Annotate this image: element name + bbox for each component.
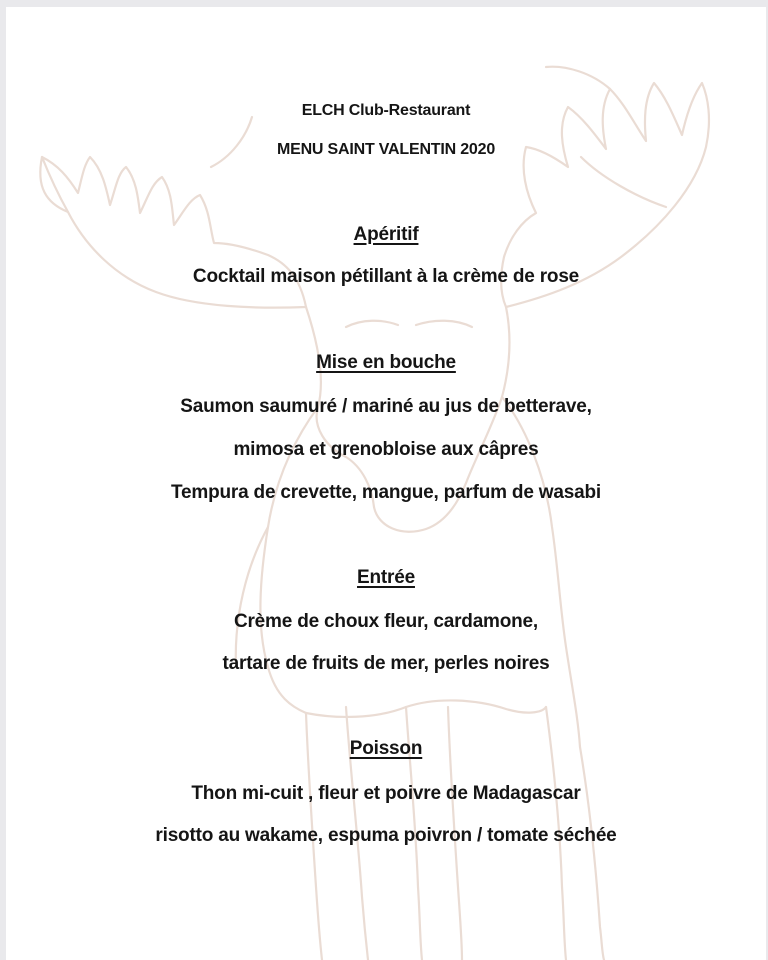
- section-title-poisson: Poisson: [349, 738, 423, 759]
- menu-page: [6, 7, 766, 960]
- dish-line: Tempura de crevette, mangue, parfum de wasabi: [171, 482, 601, 503]
- dish-line: Thon mi-cuit , fleur et poivre de Madagascar: [191, 783, 581, 804]
- section-title-aperitif: Apéritif: [353, 224, 419, 245]
- section-title-mise-en-bouche: Mise en bouche: [316, 352, 456, 373]
- section-title-entree: Entrée: [357, 567, 415, 588]
- dish-line: risotto au wakame, espuma poivron / tomate séchée: [155, 825, 617, 846]
- menu-title: MENU SAINT VALENTIN 2020: [276, 141, 496, 158]
- dish-line: tartare de fruits de mer, perles noires: [222, 653, 550, 674]
- restaurant-name: ELCH Club-Restaurant: [301, 102, 471, 119]
- dish-line: mimosa et grenobloise aux câpres: [233, 439, 539, 460]
- dish-line: Crème de choux fleur, cardamone,: [233, 611, 539, 632]
- dish-line: Saumon saumuré / mariné au jus de betterave,: [180, 396, 592, 417]
- dish-line: Cocktail maison pétillant à la crème de rose: [192, 266, 580, 287]
